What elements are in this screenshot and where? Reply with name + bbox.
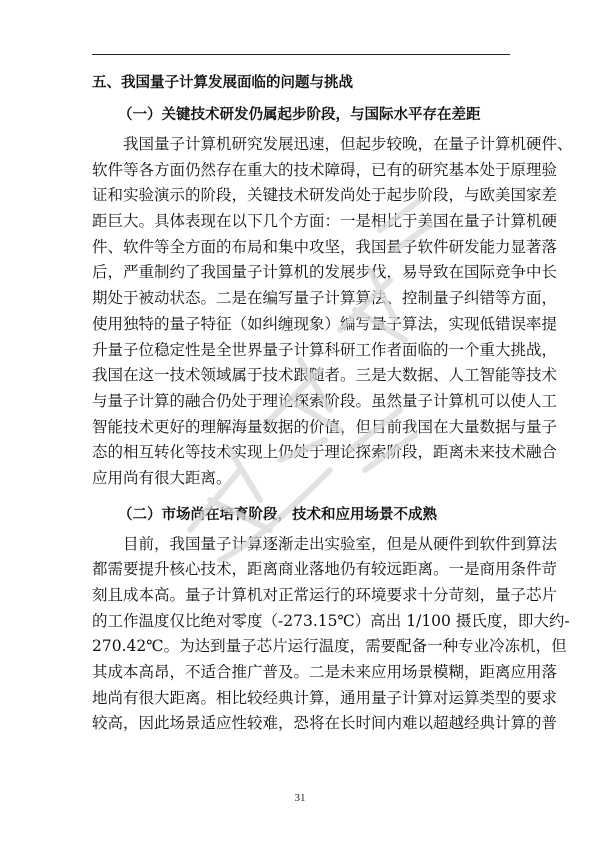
page-content xyxy=(92,70,573,737)
paragraph-line: 软件等各方面仍然存在重大的技术障碍，已有的研究基本处于原理验 xyxy=(92,160,558,179)
paragraph-1 xyxy=(92,132,573,492)
paragraph-line: 期处于被动状态。二是在编写量子计算算法、控制量子纠错等方面， xyxy=(92,289,558,308)
paragraph-2 xyxy=(92,532,570,738)
paragraph-line: 使用独特的量子特征（如纠缠现象）编写量子算法，实现低错误率提 xyxy=(92,314,558,333)
subsection-heading-2: （二）市场尚在培育阶段，技术和应用场景不成熟 xyxy=(118,506,437,523)
paragraph-line: 证和实验演示的阶段，关键技术研发尚处于起步阶段，与欧美国家差 xyxy=(92,186,558,205)
section-heading: 五、我国量子计算发展面临的问题与挑战 xyxy=(92,75,353,91)
paragraph-line: 我国量子计算机研究发展迅速，但起步较晚，在量子计算机硬件、 xyxy=(123,135,573,153)
paragraph-line: 地尚有很大距离。相比较经典计算，通用量子计算对运算类型的要求 xyxy=(92,688,558,707)
paragraph-line: 我国在这一技术领域属于技术跟随者。三是大数据、人工智能等技术 xyxy=(92,366,558,385)
paragraph-line: 其成本高昂，不适合推广普及。二是未来应用场景模糊，距离应用落 xyxy=(92,663,558,682)
paragraph-line: 升量子位稳定性是全世界量子计算科研工作者面临的一个重大挑战， xyxy=(92,340,558,359)
subsection-heading-1: （一）关键技术研发仍属起步阶段，与国际水平存在差距 xyxy=(118,107,481,123)
paragraph-line: 距巨大。具体表现在以下几个方面：一是相比于美国在量子计算机硬 xyxy=(92,212,558,231)
paragraph-line: 的工作温度仅比绝对零度（-273.15℃）高出 1/100 摄氏度，即大约- xyxy=(92,611,570,630)
header-rule xyxy=(92,54,510,55)
paragraph-line: 目前，我国量子计算逐渐走出实验室，但是从硬件到软件到算法 xyxy=(123,534,558,553)
paragraph-line: 都需要提升核心技术，距离商业落地仍有较远距离。一是商用条件苛 xyxy=(92,560,558,579)
paragraph-line: 应用尚有很大距离。 xyxy=(92,468,232,487)
paragraph-line: 270.42℃。为达到量子芯片运行温度，需要配备一种专业冷冻机，但 xyxy=(92,637,567,656)
paragraph-line: 与量子计算的融合仍处于理论探索阶段。虽然量子计算机可以使人工 xyxy=(92,391,558,410)
page-number: 31 xyxy=(294,792,306,804)
paragraph-line: 较高，因此场景适应性较难，恐将在长时间内难以超越经典计算的普 xyxy=(92,714,558,733)
paragraph-line: 态的相互转化等技术实现上仍处于理论探索阶段，距离未来技术融合 xyxy=(92,443,558,462)
paragraph-line: 后，严重制约了我国量子计算机的发展步伐，易导致在国际竞争中长 xyxy=(92,263,558,282)
paragraph-line: 智能技术更好的理解海量数据的价值，但目前我国在大量数据与量子 xyxy=(92,417,558,436)
paragraph-line: 刻且成本高。量子计算机对正常运行的环境要求十分苛刻，量子芯片 xyxy=(92,586,558,604)
paragraph-line: 件、软件等全方面的布局和集中攻坚，我国量子软件研发能力显著落 xyxy=(92,237,558,256)
